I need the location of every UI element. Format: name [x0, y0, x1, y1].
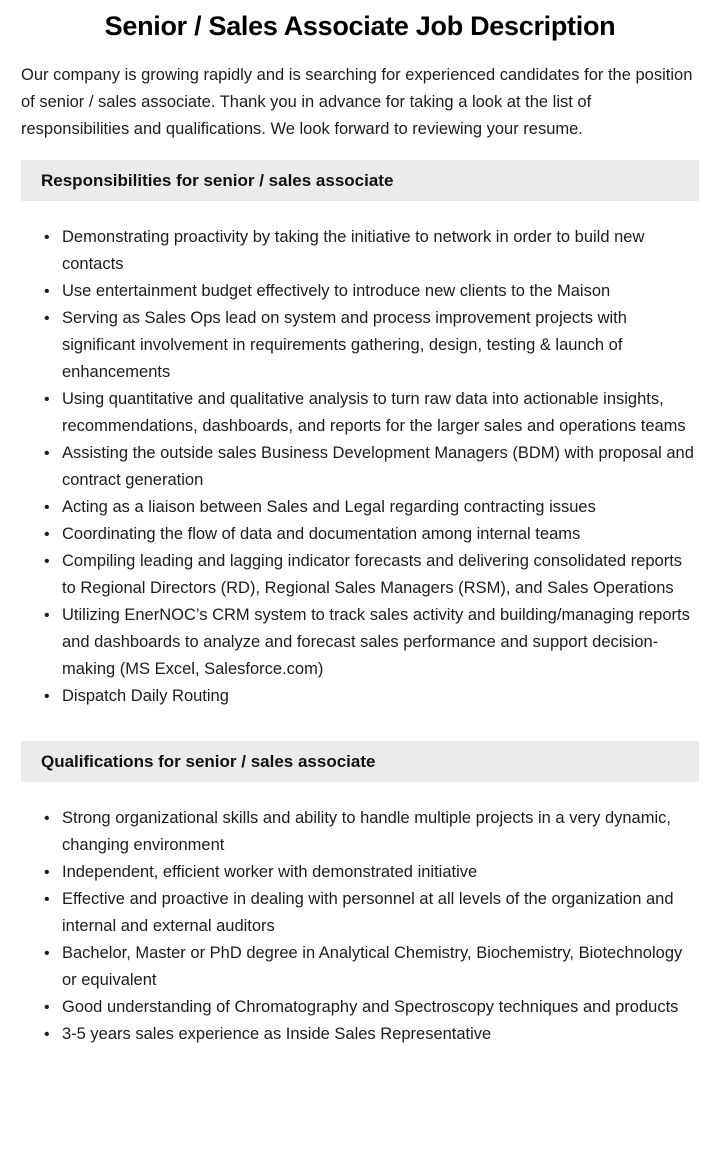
list-item: • Use entertainment budget effectively to introduce new clients to the Maison	[41, 278, 699, 305]
section-responsibilities	[21, 160, 699, 710]
list-item: • Dispatch Daily Routing	[41, 683, 699, 710]
section-header-qualifications: Qualifications for senior / sales associate	[21, 741, 699, 782]
list-item: • Serving as Sales Ops lead on system and process improvement projects with significant involvement in requirements gathering, design, testing & launch of enhancements	[41, 305, 699, 386]
list-item: • Using quantitative and qualitative analysis to turn raw data into actionable insights, recommendations, dashboards, and reports for the larger sales and operations teams	[41, 386, 699, 440]
list-item: • Compiling leading and lagging indicator forecasts and delivering consolidated reports to Regional Directors (RD), Regional Sales Managers (RSM), and Sales Operations	[41, 548, 699, 602]
list-item: • Effective and proactive in dealing with personnel at all levels of the organization and internal and external auditors	[41, 886, 699, 940]
intro-paragraph: Our company is growing rapidly and is searching for experienced candidates for the position of senior / sales associate. Thank you in advance for taking a look at the list of responsibilities and qualifications. We look forward to reviewing your resume.	[21, 66, 693, 138]
list-item: • 3-5 years sales experience as Inside Sales Representative	[41, 1021, 699, 1048]
list-item: • Coordinating the flow of data and documentation among internal teams	[41, 521, 699, 548]
list-item: • Independent, efficient worker with demonstrated initiative	[41, 859, 699, 886]
section-qualifications	[21, 741, 699, 1048]
list-item: • Demonstrating proactivity by taking the initiative to network in order to build new contacts	[41, 224, 699, 278]
list-item: • Strong organizational skills and ability to handle multiple projects in a very dynamic, changing environment	[41, 805, 699, 859]
list-item: • Bachelor, Master or PhD degree in Analytical Chemistry, Biochemistry, Biotechnology or equivalent	[41, 940, 699, 994]
list-item: • Acting as a liaison between Sales and Legal regarding contracting issues	[41, 494, 699, 521]
responsibilities-list	[21, 224, 699, 710]
list-item: • Assisting the outside sales Business Development Managers (BDM) with proposal and contract generation	[41, 440, 699, 494]
list-item: • Good understanding of Chromatography and Spectroscopy techniques and products	[41, 994, 699, 1021]
list-item: • Utilizing EnerNOC’s CRM system to track sales activity and building/managing reports and dashboards to analyze and forecast sales performance and support decision-making (MS Excel, Salesforce.com)	[41, 602, 699, 683]
page-title: Senior / Sales Associate Job Description	[104, 11, 616, 41]
section-header-responsibilities: Responsibilities for senior / sales associate	[21, 160, 699, 201]
qualifications-list	[21, 805, 699, 1048]
